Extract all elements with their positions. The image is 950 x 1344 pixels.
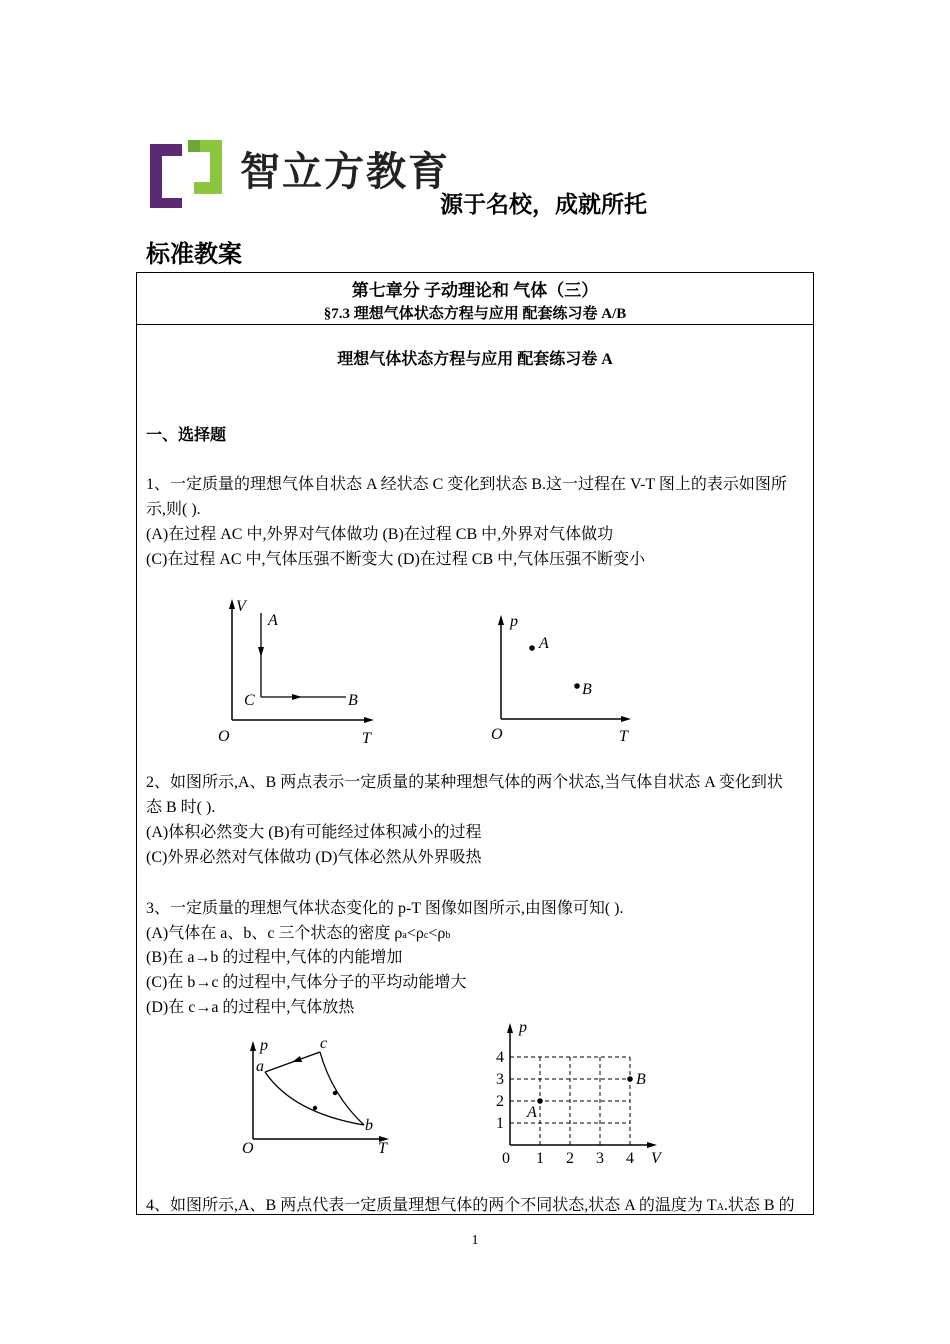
fig4-x-tick-label: 3 xyxy=(596,1150,604,1167)
q3-stem: 3、一定质量的理想气体状态变化的 p-T 图像如图所示,由图像可知( ). xyxy=(146,900,624,917)
fig2-point-a: A xyxy=(539,635,549,652)
q2-options-line2: (C)外界必然对气体做功 (D)气体必然从外界吸热 xyxy=(146,849,482,866)
fig4-y-tick-label: 3 xyxy=(496,1071,504,1088)
q3-option-a: (A)气体在 a、b、c 三个状态的密度 ρa<ρc<ρb xyxy=(146,925,451,942)
fig4-x-tick-label: 4 xyxy=(626,1150,634,1167)
fig2-point-b: B xyxy=(582,681,592,698)
fig4-y-tick-label: 1 xyxy=(496,1115,504,1132)
q1-options-line2: (C)在过程 AC 中,气体压强不断变大 (D)在过程 CB 中,气体压强不断变小 xyxy=(146,551,646,568)
paper-title: 理想气体状态方程与应用 配套练习卷 A xyxy=(337,351,613,368)
section-heading: 一、选择题 xyxy=(146,427,227,444)
figure-pv-grid xyxy=(493,1018,668,1168)
fig3-path-cb xyxy=(320,1052,364,1125)
fig3-point-b: b xyxy=(365,1117,373,1134)
q2-options-line1: (A)体积必然变大 (B)有可能经过体积减小的过程 xyxy=(146,824,482,841)
fig4-grid xyxy=(510,1057,630,1145)
fig4-p-label: p xyxy=(519,1019,527,1036)
q4-stem: 4、如图所示,A、B 两点代表一定质量理想气体的两个不同状态,状态 A 的温度为 TA.状态 B 的 xyxy=(146,1197,795,1214)
fig4-dot-a xyxy=(537,1098,543,1104)
fig1-point-c: C xyxy=(244,692,255,709)
q1-stem-line1: 1、一定质量的理想气体自状态 A 经状态 C 变化到状态 B.这一过程在 V-T 图上的表示如图所 xyxy=(146,476,787,493)
q1-stem-line2: 示,则( ). xyxy=(146,501,201,518)
chapter-title: 第七章分 子动理论和 气体（三） xyxy=(351,281,599,300)
brand-name: 智立方教育 xyxy=(240,149,450,195)
fig4-origin: 0 xyxy=(502,1150,510,1167)
fig1-point-a: A xyxy=(268,612,278,629)
q3-option-b: (B)在 a→b 的过程中,气体的内能增加 xyxy=(146,949,403,966)
fig3-origin: O xyxy=(242,1140,254,1157)
figure-pt-cycle xyxy=(238,1035,398,1160)
fig4-y-tick-label: 4 xyxy=(496,1049,504,1066)
fig4-dot-b xyxy=(627,1076,633,1082)
figure-pt-diagram xyxy=(485,605,645,745)
fig3-point-c: c xyxy=(320,1035,328,1052)
fig4-y-tick-label: 2 xyxy=(496,1093,504,1110)
fig1-origin: O xyxy=(218,728,230,745)
q2-stem-line1: 2、如图所示,A、B 两点表示一定质量的某种理想气体的两个状态,当气体自状态 A 变化到状 xyxy=(146,774,783,791)
fig3-t-label: T xyxy=(378,1140,387,1157)
frame-header xyxy=(137,273,813,325)
fig4-point-a: A xyxy=(527,1104,537,1121)
fig4-v-label: V xyxy=(651,1150,661,1167)
fig2-dot-b xyxy=(574,683,580,689)
q2-stem-line2: 态 B 时( ). xyxy=(146,799,216,816)
q3-option-c: (C)在 b→c 的过程中,气体分子的平均动能增大 xyxy=(146,974,467,991)
brand-slogan: 源于名校，成就所托 xyxy=(440,192,647,218)
fig2-dot-a xyxy=(529,645,535,651)
fig4-x-tick-label: 1 xyxy=(536,1150,544,1167)
fig3-p-label: p xyxy=(260,1037,268,1054)
fig2-t-label: T xyxy=(619,728,628,745)
fig4-x-tick-label: 2 xyxy=(566,1150,574,1167)
fig1-point-b: B xyxy=(348,692,358,709)
fig4-point-b: B xyxy=(636,1071,646,1088)
page-number: 1 xyxy=(471,1233,479,1248)
q3-option-d: (D)在 c→a 的过程中,气体放热 xyxy=(146,999,355,1016)
fig2-p-label: p xyxy=(510,613,518,630)
fig4-ticks xyxy=(496,1049,634,1167)
doc-type-label: 标准教案 xyxy=(146,240,242,268)
q1-options-line1: (A)在过程 AC 中,外界对气体做功 (B)在过程 CB 中,外界对气体做功 xyxy=(146,526,614,543)
fig3-point-a: a xyxy=(256,1058,264,1075)
figure-vt-diagram xyxy=(210,595,390,750)
fig3-path-ab xyxy=(265,1072,364,1125)
fig2-origin: O xyxy=(491,726,503,743)
section-title: §7.3 理想气体状态方程与应用 配套练习卷 A/B xyxy=(323,306,627,322)
fig1-t-label: T xyxy=(362,730,371,747)
fig1-v-label: V xyxy=(236,598,246,615)
